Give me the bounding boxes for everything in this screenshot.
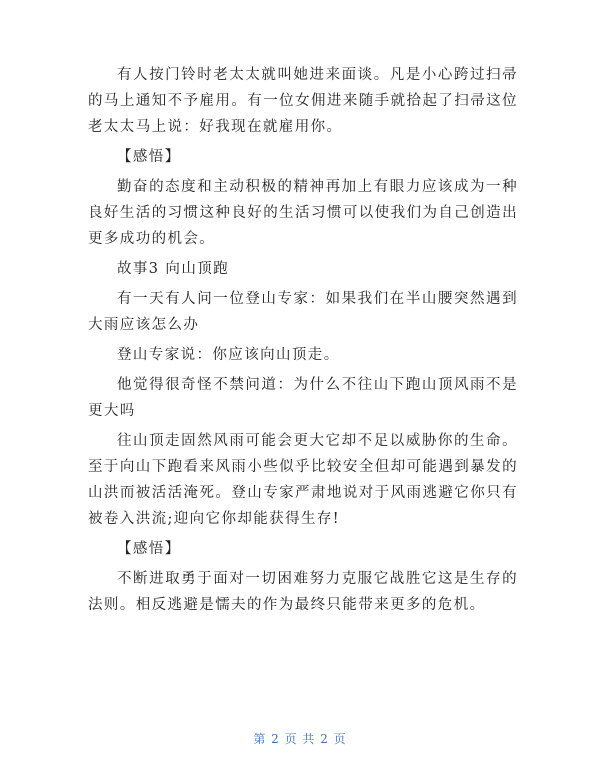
paragraph-followup-question: 他觉得很奇怪不禁问道：为什么不往山下跑山顶风雨不是更大吗 [88, 377, 518, 419]
paragraph-story-intro: 有人按门铃时老太太就叫她进来面谈。凡是小心跨过扫帚的马上通知不予雇用。有一位女佣进来随手就拾起了扫帚这位老太太马上说：好我现在就雇用你。 [88, 67, 518, 135]
document-body [88, 62, 518, 622]
paragraph-insight-1: 勤奋的态度和主动积极的精神再加上有眼力应该成为一种良好生活的习惯这种良好的生活习惯可以使我们为自己创造出更多成功的机会。 [88, 179, 518, 247]
heading-insight-1: 【感悟】 [117, 149, 181, 165]
paragraph-question: 有一天有人问一位登山专家：如果我们在半山腰突然遇到大雨应该怎么办 [88, 291, 518, 333]
heading-insight-2: 【感悟】 [117, 541, 181, 557]
page-number-footer: 第 2 页 共 2 页 [253, 732, 347, 746]
heading-story-3: 故事3 向山顶跑 [117, 261, 230, 277]
paragraph-explanation: 往山顶走固然风雨可能会更大它却不足以威胁你的生命。至于向山下跑看来风雨小些似乎比较安全但却可能遇到暴发的山洪而被活活淹死。登山专家严肃地说对于风雨逃避它你只有被卷入洪流;迎向它你却能获得生存! [88, 433, 518, 527]
paragraph-insight-2: 不断进取勇于面对一切困难努力克服它战胜它这是生存的法则。相反逃避是懦夫的作为最终只能带来更多的危机。 [88, 571, 518, 613]
paragraph-expert-answer: 登山专家说：你应该向山顶走。 [117, 347, 340, 363]
